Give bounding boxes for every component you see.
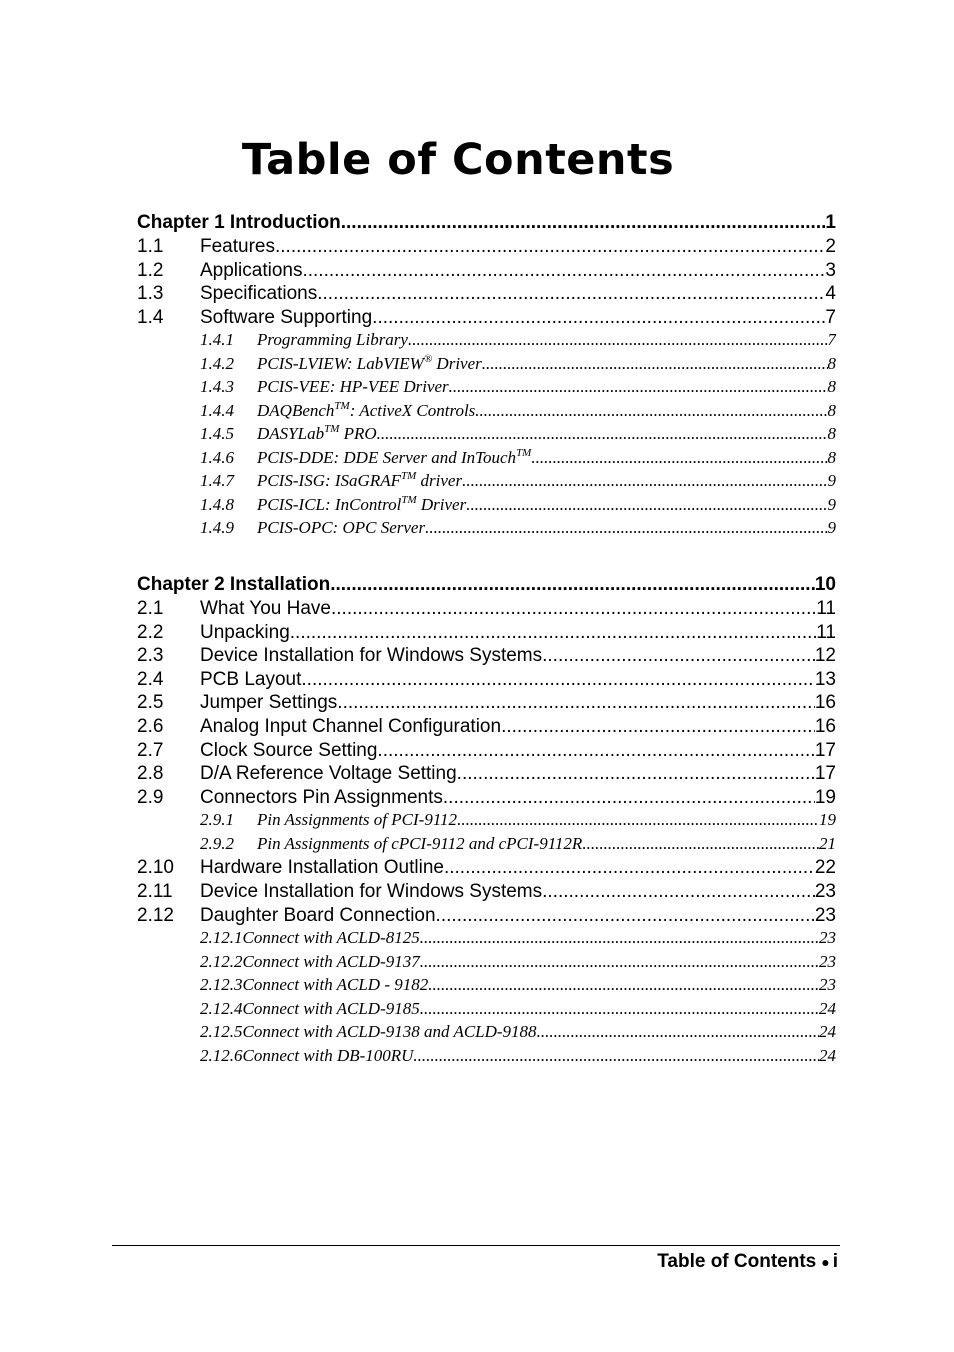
- toc-entry-title: Applications: [200, 259, 303, 281]
- toc-subentry[interactable]: [137, 377, 836, 401]
- toc-entry-number: 1.3: [137, 283, 164, 305]
- toc-entry-title: Connect with ACLD - 9182: [242, 975, 429, 995]
- toc-subentry[interactable]: [137, 471, 836, 495]
- toc-entry-title-text: PCIS-DDE: DDE Server and InTouch: [257, 447, 517, 467]
- toc-leader-dots: [531, 448, 827, 468]
- toc-entry-number: 2.12.5: [200, 1022, 243, 1042]
- toc-entry-number: 1.4.5: [200, 424, 234, 444]
- toc-entry[interactable]: [137, 283, 836, 307]
- toc-entry[interactable]: [137, 740, 836, 764]
- toc-entry-title: Pin Assignments of cPCI-9112 and cPCI-9112R: [257, 833, 583, 853]
- toc-entry-number: 2.12: [137, 904, 174, 926]
- toc-entry-title: [257, 424, 377, 444]
- toc-entry-page: 11: [816, 598, 836, 619]
- toc-entry-title: Chapter 1 Introduction: [137, 212, 341, 233]
- toc-entry-number: 1.4.7: [200, 471, 234, 491]
- toc-entry-title-text: PCIS-LVIEW: LabVIEW: [257, 353, 424, 373]
- toc-entry-title: Features: [200, 236, 275, 257]
- toc-leader-dots: [482, 354, 828, 374]
- toc-entry-title: Device Installation for Windows Systems: [200, 880, 543, 902]
- toc-leader-dots: [337, 692, 815, 714]
- toc-chapter-heading[interactable]: [137, 574, 836, 598]
- toc-entry-title: Connect with ACLD-8125: [242, 928, 420, 948]
- toc-leader-dots: [542, 881, 815, 903]
- toc-entry-title: [257, 354, 482, 374]
- toc-subentry[interactable]: [137, 448, 836, 472]
- toc-entry-title: Analog Input Channel Configuration: [200, 715, 502, 737]
- toc-leader-dots: [413, 1046, 819, 1066]
- toc-entry-title: Device Installation for Windows Systems: [200, 645, 543, 667]
- toc-entry-number: 2.7: [137, 739, 164, 761]
- toc-leader-dots: [425, 518, 827, 538]
- footer-page-number: i: [832, 1251, 838, 1272]
- toc-leader-dots: [457, 763, 815, 785]
- toc-entry-page: 23: [814, 904, 836, 926]
- toc-entry-title: Clock Source Setting: [200, 739, 378, 761]
- toc-entry-title-text: PCIS-ISG: ISaGRAF: [257, 471, 401, 491]
- toc-entry-page: 19: [814, 786, 836, 808]
- toc-entry-page: 19: [819, 810, 836, 830]
- toc-entry-title: Connectors Pin Assignments: [200, 786, 443, 808]
- toc-entry[interactable]: [137, 787, 836, 811]
- toc-entry[interactable]: [137, 622, 836, 646]
- toc-entry-title: PCB Layout: [200, 668, 302, 690]
- toc-entry-title: [257, 495, 466, 515]
- toc-leader-dots: [372, 307, 825, 329]
- toc-entry-page: 17: [814, 763, 836, 785]
- page-title: Table of Contents: [241, 135, 675, 185]
- page-footer: [657, 1249, 838, 1275]
- toc-entry-page: 9: [827, 518, 836, 538]
- toc-leader-dots: [542, 645, 815, 667]
- toc-leader-dots: [457, 810, 819, 830]
- toc-entry-title-suffix: Driver: [416, 494, 467, 514]
- toc-entry[interactable]: [137, 645, 836, 669]
- toc-chapter-2: [137, 574, 836, 1069]
- toc-leader-dots: [302, 260, 825, 282]
- toc-entry-number: 2.4: [137, 668, 164, 690]
- toc-entry-title-text: PCIS-ICL: InControl: [257, 494, 402, 514]
- toc-entry-number: 2.12.1: [200, 928, 243, 948]
- toc-entry-title: Chapter 2 Installation: [137, 574, 331, 595]
- toc-entry-number: 2.12.2: [200, 951, 243, 971]
- toc-entry-title: Connect with DB-100RU: [242, 1045, 414, 1065]
- toc-entry-number: 1.4.3: [200, 377, 234, 397]
- toc-entry-number: 2.9: [137, 786, 164, 808]
- toc-entry[interactable]: [137, 260, 836, 284]
- toc-subentry[interactable]: [137, 1046, 836, 1070]
- toc-entry-title: Pin Assignments of PCI-9112: [257, 810, 458, 830]
- toc-entry-page: 23: [819, 928, 836, 948]
- toc-entry-page: 11: [816, 621, 836, 643]
- toc-entry-page: 8: [827, 424, 836, 444]
- toc-subentry[interactable]: [137, 518, 836, 542]
- toc-leader-dots: [377, 740, 814, 762]
- toc-entry-number: 1.4.8: [200, 494, 234, 514]
- toc-subentry[interactable]: [137, 401, 836, 425]
- toc-entry-page: 8: [827, 447, 836, 467]
- toc-leader-dots: [341, 212, 826, 234]
- toc-entry-number: 2.12.4: [200, 998, 243, 1018]
- toc-entry-title-suffix: PRO: [339, 424, 377, 444]
- toc-entry-number: 1.4.1: [200, 330, 234, 350]
- toc-entry-page: 7: [827, 330, 836, 350]
- toc-entry[interactable]: [137, 669, 836, 693]
- toc-entry-title: Programming Library: [257, 330, 408, 350]
- toc-subentry[interactable]: [137, 834, 836, 858]
- toc-entry-page: 4: [825, 283, 836, 305]
- toc-entry-page: 24: [819, 998, 836, 1018]
- toc-entry-title: [257, 401, 475, 421]
- toc-subentry[interactable]: [137, 330, 836, 354]
- toc-subentry[interactable]: [137, 1022, 836, 1046]
- toc-subentry[interactable]: [137, 928, 836, 952]
- toc-leader-dots: [275, 236, 825, 258]
- toc-entry-number: 2.2: [137, 621, 164, 643]
- toc-entry-title: Connect with ACLD-9138 and ACLD-9188: [242, 1022, 537, 1042]
- toc-entry-page: 21: [819, 833, 836, 853]
- toc-leader-dots: [330, 574, 815, 596]
- toc-leader-dots: [420, 999, 819, 1019]
- toc-entry-number: 2.11: [137, 880, 173, 902]
- toc-leader-dots: [449, 377, 828, 397]
- toc-entry-page: 17: [814, 739, 836, 761]
- toc-entry-title-suffix: Driver: [432, 353, 482, 373]
- toc-entry-title: Connect with ACLD-9137: [242, 951, 420, 971]
- toc-entry-title-text: DASYLab: [257, 424, 325, 444]
- toc-leader-dots: [331, 598, 816, 620]
- toc-entry-title: Jumper Settings: [200, 692, 338, 714]
- toc-entry-number: 1.2: [137, 259, 164, 281]
- toc-entry-number: 2.3: [137, 645, 164, 667]
- toc-entry-page: 7: [825, 306, 836, 328]
- toc-leader-dots: [408, 330, 828, 350]
- toc-entry-number: 2.1: [137, 598, 164, 619]
- toc-subentry[interactable]: [137, 810, 836, 834]
- toc-entry-page: 24: [819, 1022, 836, 1042]
- toc-entry-number: 2.5: [137, 692, 164, 714]
- trademark-mark: TM: [401, 471, 417, 483]
- toc-entry-title: [257, 448, 531, 468]
- toc-entry-page: 13: [814, 668, 836, 690]
- toc-leader-dots: [428, 975, 819, 995]
- toc-leader-dots: [420, 928, 819, 948]
- toc-leader-dots: [290, 622, 816, 644]
- toc-entry-page: 1: [825, 212, 836, 233]
- toc-entry-page: 22: [814, 857, 836, 879]
- toc-entry-title: D/A Reference Voltage Setting: [200, 763, 457, 785]
- toc-entry[interactable]: [137, 905, 836, 929]
- toc-subentry[interactable]: [137, 975, 836, 999]
- toc-entry-page: 23: [819, 975, 836, 995]
- trademark-mark: TM: [516, 447, 532, 459]
- toc-leader-dots: [466, 495, 827, 515]
- footer-rule: [112, 1245, 840, 1246]
- toc-leader-dots: [475, 401, 827, 421]
- toc-entry[interactable]: [137, 763, 836, 787]
- toc-entry-page: 9: [827, 494, 836, 514]
- toc-chapter-1: [137, 212, 836, 542]
- toc-leader-dots: [501, 716, 815, 738]
- toc-entry-title: Hardware Installation Outline: [200, 857, 444, 879]
- toc-entry-number: 2.9.2: [200, 833, 234, 853]
- toc-entry[interactable]: [137, 307, 836, 331]
- toc-entry-number: 1.1: [137, 236, 164, 257]
- toc-entry-page: 9: [827, 471, 836, 491]
- toc-entry-number: 1.4: [137, 306, 164, 328]
- toc-entry-page: 8: [827, 353, 836, 373]
- toc-subentry[interactable]: [137, 424, 836, 448]
- toc-leader-dots: [420, 952, 819, 972]
- toc-entry-title: PCIS-VEE: HP-VEE Driver: [257, 377, 449, 397]
- toc-leader-dots: [443, 787, 815, 809]
- toc-entry-number: 1.4.6: [200, 447, 234, 467]
- toc-leader-dots: [444, 857, 815, 879]
- toc-entry-page: 23: [814, 880, 836, 902]
- toc-entry-number: 2.6: [137, 715, 164, 737]
- toc-entry-title-suffix: : ActiveX Controls: [349, 400, 476, 420]
- toc-leader-dots: [537, 1022, 819, 1042]
- toc-entry[interactable]: [137, 598, 836, 622]
- toc-subentry[interactable]: [137, 354, 836, 378]
- toc-entry-number: 2.12.3: [200, 975, 243, 995]
- toc-entry-page: 24: [819, 1045, 836, 1065]
- trademark-mark: TM: [324, 424, 340, 436]
- toc-entry-number: 2.12.6: [200, 1045, 243, 1065]
- toc-entry-page: 16: [814, 715, 836, 737]
- toc-entry[interactable]: [137, 857, 836, 881]
- toc-entry-title: PCIS-OPC: OPC Server: [257, 518, 426, 538]
- toc-entry-title: Unpacking: [200, 621, 290, 643]
- toc-entry-title: Daughter Board Connection: [200, 904, 436, 926]
- toc-entry-title: [257, 471, 462, 491]
- toc-entry[interactable]: [137, 881, 836, 905]
- toc-leader-dots: [436, 905, 815, 927]
- registered-mark: ®: [423, 353, 433, 365]
- toc-entry-title: What You Have: [200, 598, 331, 619]
- toc-entry-title: Specifications: [200, 283, 318, 305]
- toc-leader-dots: [582, 834, 819, 854]
- toc-entry-number: 1.4.9: [200, 518, 234, 538]
- toc-leader-dots: [377, 424, 828, 444]
- toc-entry-title: Connect with ACLD-9185: [242, 998, 420, 1018]
- toc-entry-page: 8: [827, 377, 836, 397]
- trademark-mark: TM: [334, 400, 350, 412]
- toc-entry[interactable]: [137, 716, 836, 740]
- toc-subentry[interactable]: [137, 495, 836, 519]
- toc-entry-page: 3: [825, 259, 836, 281]
- trademark-mark: TM: [401, 494, 417, 506]
- toc-entry-title-text: DAQBench: [257, 400, 335, 420]
- toc-entry-number: 1.4.2: [200, 353, 234, 373]
- bullet-icon: ●: [821, 1254, 830, 1270]
- toc-leader-dots: [462, 471, 827, 491]
- toc-entry-page: 2: [825, 236, 836, 257]
- toc-entry[interactable]: [137, 692, 836, 716]
- toc-entry-page: 8: [827, 400, 836, 420]
- toc-entry-number: 2.9.1: [200, 810, 234, 830]
- toc-entry-title-suffix: driver: [416, 471, 463, 491]
- toc-chapter-heading[interactable]: [137, 212, 836, 236]
- toc-entry-number: 1.4.4: [200, 400, 234, 420]
- toc-leader-dots: [301, 669, 814, 691]
- toc-subentry[interactable]: [137, 999, 836, 1023]
- toc-subentry[interactable]: [137, 952, 836, 976]
- footer-label: Table of Contents: [657, 1251, 817, 1272]
- toc-entry[interactable]: [137, 236, 836, 260]
- toc-leader-dots: [317, 283, 825, 305]
- toc-entry-page: 10: [814, 574, 836, 595]
- toc-entry-page: 23: [819, 951, 836, 971]
- toc-entry-number: 2.10: [137, 857, 174, 879]
- toc-entry-title: Software Supporting: [200, 306, 373, 328]
- toc-entry-page: 12: [814, 645, 836, 667]
- toc-entry-number: 2.8: [137, 763, 164, 785]
- toc-entry-page: 16: [814, 692, 836, 714]
